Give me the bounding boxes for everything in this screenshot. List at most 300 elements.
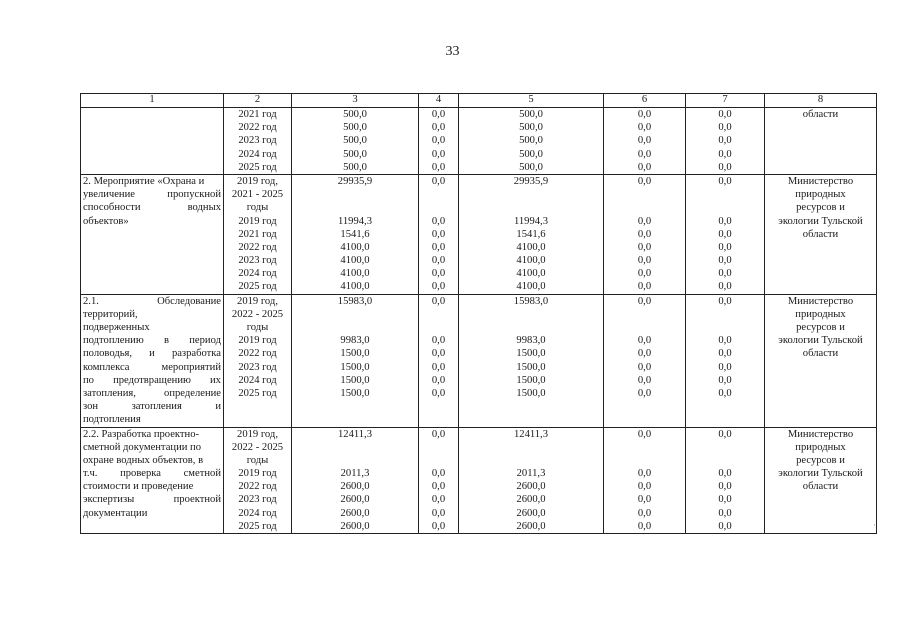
description-word: и bbox=[149, 348, 155, 360]
value-cell bbox=[606, 201, 683, 214]
description-word: способности bbox=[83, 202, 141, 214]
executor-line: области bbox=[802, 228, 839, 240]
value-cell: 0,0 bbox=[637, 135, 652, 147]
value-cell: 15983,0 bbox=[337, 295, 373, 307]
value-cell: 0,0 bbox=[718, 228, 732, 240]
value-cell bbox=[461, 321, 601, 334]
value-cell: 0,0 bbox=[718, 348, 732, 360]
description-word: разработка bbox=[171, 348, 221, 360]
description-line bbox=[83, 507, 221, 520]
value-cell: 0,0 bbox=[718, 161, 732, 173]
value-cell: 0,0 bbox=[637, 428, 652, 440]
description-word: комплекса bbox=[83, 361, 130, 373]
value-cell: 0,0 bbox=[637, 335, 652, 347]
value-cell bbox=[461, 201, 601, 214]
value-cell: 0,0 bbox=[431, 122, 446, 134]
values-column-c7 bbox=[686, 174, 765, 294]
value-cell: 0,0 bbox=[718, 428, 732, 440]
value-cell bbox=[421, 454, 456, 467]
table-row bbox=[81, 294, 877, 427]
value-cell bbox=[688, 188, 762, 201]
description-word: затопления bbox=[131, 401, 182, 413]
value-cell bbox=[461, 188, 601, 201]
value-cell bbox=[688, 454, 762, 467]
value-cell: 0,0 bbox=[718, 494, 732, 506]
value-cell: 4100,0 bbox=[340, 255, 370, 267]
year-cell: 2024 год bbox=[238, 148, 277, 160]
value-cell: 0,0 bbox=[718, 335, 732, 347]
year-cell: 2022 - 2025 bbox=[231, 441, 284, 453]
executor-line: ресурсов и bbox=[796, 322, 845, 333]
description-word: 2.1. bbox=[83, 295, 99, 307]
value-cell bbox=[294, 441, 416, 454]
description-word: проверка bbox=[120, 468, 161, 480]
value-cell: 0,0 bbox=[637, 520, 652, 532]
description-word: охране водных объектов, в bbox=[83, 454, 204, 466]
executor-line: Министерство bbox=[787, 428, 854, 440]
value-cell: 0,0 bbox=[431, 228, 446, 240]
description-word: подверженных bbox=[83, 322, 150, 333]
value-cell: 0,0 bbox=[637, 374, 652, 386]
year-cell: 2023 год bbox=[238, 255, 277, 267]
year-cell: 2021 - 2025 bbox=[231, 189, 284, 201]
measure-description bbox=[81, 427, 224, 534]
values-column-c6 bbox=[604, 294, 686, 427]
value-cell: 0,0 bbox=[718, 241, 732, 253]
value-cell: 11994,3 bbox=[337, 215, 373, 227]
description-word: сметной документации по bbox=[83, 441, 202, 453]
year-cell: 2023 год bbox=[238, 135, 277, 147]
values-column-c6 bbox=[604, 174, 686, 294]
value-cell: 0,0 bbox=[431, 494, 446, 506]
value-cell: 0,0 bbox=[637, 122, 652, 134]
value-cell bbox=[294, 308, 416, 321]
value-cell bbox=[421, 321, 456, 334]
value-cell: 0,0 bbox=[718, 215, 732, 227]
value-cell: 4100,0 bbox=[516, 241, 546, 253]
executor-line: Министерство bbox=[787, 175, 854, 187]
executor-line: экологии Тульской bbox=[778, 215, 863, 227]
value-cell: 0,0 bbox=[718, 268, 732, 280]
year-cell: 2019 год bbox=[238, 215, 277, 227]
year-cell: 2024 год bbox=[238, 374, 277, 386]
value-cell: 12411,3 bbox=[337, 428, 373, 440]
years-column bbox=[224, 108, 292, 175]
year-cell: 2022 - 2025 bbox=[231, 308, 284, 320]
value-cell: 2600,0 bbox=[516, 520, 546, 532]
description-word: период bbox=[189, 335, 221, 347]
value-cell: 2600,0 bbox=[340, 494, 370, 506]
value-cell: 0,0 bbox=[431, 281, 446, 293]
year-cell: 2024 год bbox=[238, 268, 277, 280]
value-cell bbox=[606, 188, 683, 201]
executor-line: области bbox=[802, 481, 839, 493]
value-cell: 0,0 bbox=[637, 161, 652, 173]
year-cell: 2021 год bbox=[238, 228, 277, 240]
year-cell: 2022 год bbox=[238, 348, 277, 360]
value-cell: 15983,0 bbox=[513, 295, 549, 307]
description-line bbox=[83, 413, 221, 426]
value-cell: 0,0 bbox=[718, 255, 732, 267]
years-column bbox=[224, 174, 292, 294]
description-line bbox=[83, 480, 221, 493]
value-cell: 0,0 bbox=[637, 361, 652, 373]
value-cell bbox=[461, 308, 601, 321]
responsible-executor bbox=[765, 294, 877, 427]
value-cell: 2011,3 bbox=[516, 468, 546, 480]
value-cell: 0,0 bbox=[431, 361, 446, 373]
value-cell: 0,0 bbox=[431, 295, 446, 307]
value-cell: 0,0 bbox=[431, 215, 446, 227]
description-line bbox=[83, 454, 221, 467]
description-line bbox=[83, 201, 221, 214]
year-cell: 2024 год bbox=[238, 507, 277, 519]
executor-line: экологии Тульской bbox=[778, 335, 863, 347]
value-cell: 0,0 bbox=[637, 481, 652, 493]
header-cell: 1 bbox=[81, 94, 224, 108]
value-cell: 500,0 bbox=[343, 148, 367, 160]
value-cell: 0,0 bbox=[637, 175, 652, 187]
value-cell: 1500,0 bbox=[340, 361, 370, 373]
description-line bbox=[83, 295, 221, 308]
years-column bbox=[224, 427, 292, 534]
value-cell: 0,0 bbox=[431, 507, 446, 519]
value-cell: 0,0 bbox=[431, 481, 446, 493]
value-cell: 0,0 bbox=[637, 228, 652, 240]
value-cell: 1541,6 bbox=[340, 228, 370, 240]
value-cell: 11994,3 bbox=[513, 215, 549, 227]
value-cell: 0,0 bbox=[718, 122, 732, 134]
value-cell bbox=[294, 454, 416, 467]
executor-line: области bbox=[802, 348, 839, 360]
year-cell: 2021 год bbox=[238, 109, 277, 120]
year-cell: 2023 год bbox=[238, 361, 277, 373]
values-column-c7 bbox=[686, 294, 765, 427]
value-cell: 500,0 bbox=[519, 122, 543, 134]
year-cell: 2019 год, bbox=[237, 428, 278, 440]
description-word: проектной bbox=[173, 494, 221, 506]
years-column bbox=[224, 294, 292, 427]
values-column-c4 bbox=[419, 174, 459, 294]
value-cell: 500,0 bbox=[519, 109, 543, 120]
value-cell: 2011,3 bbox=[340, 468, 370, 480]
description-line bbox=[83, 400, 221, 413]
executor-line: природных bbox=[795, 308, 846, 320]
value-cell: 0,0 bbox=[431, 520, 446, 532]
description-line bbox=[83, 334, 221, 347]
value-cell: 0,0 bbox=[718, 109, 732, 120]
value-cell: 1500,0 bbox=[516, 374, 546, 386]
year-cell: 2019 год bbox=[238, 468, 277, 480]
table-row bbox=[81, 174, 877, 294]
year-cell: 2022 год bbox=[238, 241, 277, 253]
year-cell: 2025 год bbox=[238, 281, 277, 293]
value-cell: 2600,0 bbox=[516, 494, 546, 506]
value-cell: 0,0 bbox=[718, 175, 732, 187]
description-word: водных bbox=[187, 202, 221, 214]
value-cell bbox=[294, 188, 416, 201]
value-cell: 500,0 bbox=[343, 135, 367, 147]
value-cell bbox=[606, 321, 683, 334]
value-cell: 1500,0 bbox=[516, 348, 546, 360]
value-cell: 0,0 bbox=[431, 374, 446, 386]
value-cell bbox=[688, 441, 762, 454]
year-cell: 2019 год, bbox=[237, 295, 278, 307]
value-cell bbox=[421, 188, 456, 201]
value-cell: 0,0 bbox=[637, 468, 652, 480]
value-cell: 0,0 bbox=[718, 507, 732, 519]
scan-speck: · bbox=[873, 520, 876, 530]
header-cell: 4 bbox=[419, 94, 459, 108]
value-cell: 0,0 bbox=[431, 268, 446, 280]
year-cell: 2019 год, bbox=[237, 175, 278, 187]
value-cell: 0,0 bbox=[637, 295, 652, 307]
values-column-c5 bbox=[459, 427, 604, 534]
description-word: увеличение bbox=[83, 189, 135, 201]
value-cell: 500,0 bbox=[519, 148, 543, 160]
value-cell: 0,0 bbox=[718, 387, 732, 399]
value-cell: 0,0 bbox=[718, 281, 732, 293]
value-cell bbox=[294, 201, 416, 214]
value-cell bbox=[294, 321, 416, 334]
year-cell: годы bbox=[246, 202, 269, 214]
value-cell bbox=[688, 308, 762, 321]
header-cell: 8 bbox=[765, 94, 877, 108]
year-cell: 2023 год bbox=[238, 494, 277, 506]
year-cell: годы bbox=[246, 322, 269, 333]
value-cell: 0,0 bbox=[637, 268, 652, 280]
value-cell: 2600,0 bbox=[340, 507, 370, 519]
value-cell: 2600,0 bbox=[340, 481, 370, 493]
value-cell: 4100,0 bbox=[340, 281, 370, 293]
value-cell: 4100,0 bbox=[516, 268, 546, 280]
value-cell: 0,0 bbox=[431, 175, 446, 187]
responsible-executor bbox=[765, 427, 877, 534]
header-cell: 6 bbox=[604, 94, 686, 108]
values-column-c4 bbox=[419, 108, 459, 175]
value-cell: 4100,0 bbox=[516, 255, 546, 267]
values-column-c3 bbox=[292, 174, 419, 294]
value-cell: 0,0 bbox=[431, 387, 446, 399]
value-cell: 0,0 bbox=[431, 428, 446, 440]
value-cell: 2600,0 bbox=[340, 520, 370, 532]
value-cell: 1500,0 bbox=[340, 374, 370, 386]
description-word: подтоплению bbox=[83, 335, 144, 347]
value-cell bbox=[688, 321, 762, 334]
value-cell: 500,0 bbox=[343, 161, 367, 173]
value-cell: 0,0 bbox=[637, 148, 652, 160]
executor-line: области bbox=[802, 109, 839, 120]
budget-table bbox=[80, 93, 877, 534]
description-word: 2.2. Разработка проектно- bbox=[83, 428, 200, 440]
values-column-c5 bbox=[459, 108, 604, 175]
value-cell: 0,0 bbox=[431, 135, 446, 147]
value-cell: 0,0 bbox=[637, 494, 652, 506]
description-word: объектов» bbox=[83, 215, 129, 227]
values-column-c3 bbox=[292, 294, 419, 427]
value-cell: 0,0 bbox=[718, 468, 732, 480]
value-cell bbox=[461, 454, 601, 467]
value-cell: 500,0 bbox=[343, 122, 367, 134]
description-word: затопления, bbox=[83, 387, 136, 399]
year-cell: 2022 год bbox=[238, 122, 277, 134]
header-cell: 2 bbox=[224, 94, 292, 108]
header-row bbox=[81, 94, 877, 108]
table-row bbox=[81, 108, 877, 175]
value-cell: 0,0 bbox=[637, 281, 652, 293]
description-line bbox=[83, 361, 221, 374]
value-cell: 0,0 bbox=[431, 241, 446, 253]
description-line bbox=[83, 374, 221, 387]
value-cell: 0,0 bbox=[431, 161, 446, 173]
value-cell: 9983,0 bbox=[340, 335, 370, 347]
year-cell: 2019 год bbox=[238, 335, 277, 347]
year-cell: 2025 год bbox=[238, 387, 277, 399]
description-line bbox=[83, 467, 221, 480]
description-word: пропускной bbox=[167, 189, 221, 201]
responsible-executor bbox=[765, 108, 877, 175]
year-cell: 2025 год bbox=[238, 161, 277, 173]
value-cell: 0,0 bbox=[718, 481, 732, 493]
description-line bbox=[83, 308, 221, 321]
value-cell: 0,0 bbox=[431, 348, 446, 360]
value-cell: 0,0 bbox=[431, 255, 446, 267]
value-cell: 4100,0 bbox=[516, 281, 546, 293]
page-number: 33 bbox=[445, 44, 460, 59]
measure-description bbox=[81, 108, 224, 175]
description-line bbox=[83, 441, 221, 454]
value-cell: 1500,0 bbox=[340, 387, 370, 399]
description-line bbox=[83, 215, 221, 228]
description-word: и bbox=[215, 401, 221, 413]
description-line bbox=[83, 188, 221, 201]
value-cell: 0,0 bbox=[637, 507, 652, 519]
header-cell: 5 bbox=[459, 94, 604, 108]
description-word: зон bbox=[83, 401, 99, 413]
description-line bbox=[83, 321, 221, 334]
measure-description bbox=[81, 174, 224, 294]
value-cell: 0,0 bbox=[718, 361, 732, 373]
values-column-c4 bbox=[419, 294, 459, 427]
description-word: территорий, bbox=[83, 308, 138, 320]
value-cell: 2600,0 bbox=[516, 507, 546, 519]
value-cell: 500,0 bbox=[519, 135, 543, 147]
value-cell: 0,0 bbox=[431, 335, 446, 347]
value-cell: 9983,0 bbox=[516, 335, 546, 347]
value-cell bbox=[606, 308, 683, 321]
value-cell bbox=[688, 201, 762, 214]
description-line bbox=[83, 493, 221, 506]
value-cell: 0,0 bbox=[637, 215, 652, 227]
executor-line: ресурсов и bbox=[796, 454, 845, 466]
values-column-c5 bbox=[459, 174, 604, 294]
description-word: экспертизы bbox=[83, 494, 135, 506]
value-cell: 0,0 bbox=[718, 374, 732, 386]
value-cell: 0,0 bbox=[637, 255, 652, 267]
value-cell: 0,0 bbox=[718, 520, 732, 532]
description-word: их bbox=[210, 374, 221, 386]
description-word: т.ч. bbox=[83, 468, 98, 480]
executor-line: природных bbox=[795, 189, 846, 201]
value-cell bbox=[606, 454, 683, 467]
value-cell: 4100,0 bbox=[340, 241, 370, 253]
description-word: мероприятий bbox=[161, 361, 221, 373]
value-cell: 1500,0 bbox=[516, 387, 546, 399]
description-word: подтопления bbox=[83, 414, 141, 426]
value-cell bbox=[606, 441, 683, 454]
description-word: документации bbox=[83, 507, 148, 519]
value-cell: 2600,0 bbox=[516, 481, 546, 493]
executor-line: Министерство bbox=[787, 295, 854, 307]
description-word: 2. Мероприятие «Охрана и bbox=[83, 175, 205, 187]
values-column-c4 bbox=[419, 427, 459, 534]
description-word: стоимости и проведение bbox=[83, 481, 194, 493]
value-cell: 500,0 bbox=[343, 109, 367, 120]
table-row bbox=[81, 427, 877, 534]
description-word: определение bbox=[164, 387, 221, 399]
values-column-c7 bbox=[686, 427, 765, 534]
year-cell: 2025 год bbox=[238, 520, 277, 532]
values-column-c3 bbox=[292, 427, 419, 534]
value-cell: 1500,0 bbox=[340, 348, 370, 360]
value-cell: 0,0 bbox=[431, 148, 446, 160]
description-line bbox=[83, 347, 221, 360]
executor-line: ресурсов и bbox=[796, 202, 845, 214]
responsible-executor bbox=[765, 174, 877, 294]
value-cell: 0,0 bbox=[431, 468, 446, 480]
value-cell: 0,0 bbox=[637, 109, 652, 120]
description-line bbox=[83, 175, 221, 188]
value-cell: 4100,0 bbox=[340, 268, 370, 280]
values-column-c6 bbox=[604, 108, 686, 175]
value-cell: 500,0 bbox=[519, 161, 543, 173]
value-cell: 12411,3 bbox=[513, 428, 549, 440]
value-cell: 0,0 bbox=[718, 295, 732, 307]
value-cell bbox=[421, 441, 456, 454]
measure-description bbox=[81, 294, 224, 427]
description-word: в bbox=[164, 335, 170, 347]
value-cell bbox=[421, 308, 456, 321]
year-cell: годы bbox=[246, 454, 269, 466]
value-cell: 0,0 bbox=[637, 348, 652, 360]
value-cell: 1500,0 bbox=[516, 361, 546, 373]
description-word: Обследование bbox=[157, 295, 221, 307]
description-line bbox=[83, 428, 221, 441]
header-cell: 7 bbox=[686, 94, 765, 108]
header-cell: 3 bbox=[292, 94, 419, 108]
value-cell: 29935,9 bbox=[337, 175, 373, 187]
values-column-c7 bbox=[686, 108, 765, 175]
value-cell: 0,0 bbox=[637, 241, 652, 253]
values-column-c3 bbox=[292, 108, 419, 175]
description-word: половодья, bbox=[83, 348, 133, 360]
value-cell: 0,0 bbox=[637, 387, 652, 399]
year-cell: 2022 год bbox=[238, 481, 277, 493]
executor-line: природных bbox=[795, 441, 846, 453]
value-cell: 0,0 bbox=[718, 148, 732, 160]
description-word: предотвращению bbox=[113, 374, 191, 386]
value-cell: 0,0 bbox=[431, 109, 446, 120]
description-line bbox=[83, 387, 221, 400]
value-cell bbox=[461, 441, 601, 454]
executor-line: экологии Тульской bbox=[778, 468, 863, 480]
description-word: по bbox=[83, 374, 94, 386]
value-cell: 0,0 bbox=[718, 135, 732, 147]
values-column-c5 bbox=[459, 294, 604, 427]
value-cell: 1541,6 bbox=[516, 228, 546, 240]
value-cell: 29935,9 bbox=[513, 175, 549, 187]
value-cell bbox=[421, 201, 456, 214]
